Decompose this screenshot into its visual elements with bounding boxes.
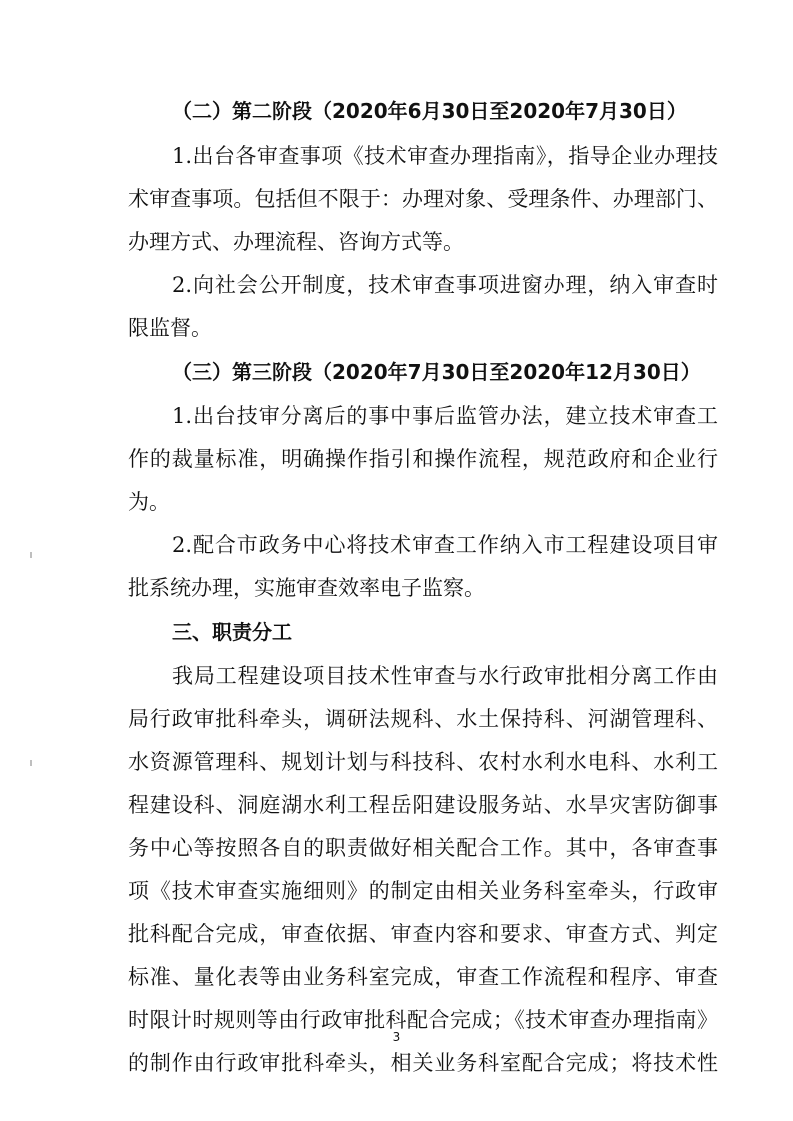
page-number: 3	[392, 1030, 401, 1044]
paragraph-line: 项《技术审查实施细则》的制定由相关业务科室牵头，行政审	[128, 879, 718, 903]
paragraph-line: 时限计时规则等由行政审批科配合完成；《技术审查办理指南》	[128, 1008, 718, 1032]
scan-mark	[30, 760, 32, 766]
paragraph-line: 1.出台技审分离后的事中事后监管办法，建立技术审查工	[172, 404, 718, 428]
paragraph-line: 为。	[128, 490, 170, 514]
paragraph-line: 2.配合市政务中心将技术审查工作纳入市工程建设项目审	[172, 533, 718, 557]
paragraph-line: 2.向社会公开制度，技术审查事项进窗办理，纳入审查时	[172, 273, 718, 297]
paragraph-line: 水资源管理科、规划计划与科技科、农村水利水电科、水利工	[128, 750, 718, 774]
paragraph-line: 1.出台各审查事项《技术审查办理指南》，指导企业办理技	[172, 144, 718, 168]
paragraph-line: 局行政审批科牵头，调研法规科、水土保持科、河湖管理科、	[128, 707, 718, 731]
paragraph-line: 务中心等按照各自的职责做好相关配合工作。其中，各审查事	[128, 836, 718, 860]
section-heading: （二）第二阶段（2020年6月30日至2020年7月30日）	[172, 99, 687, 123]
paragraph-line: 程建设科、洞庭湖水利工程岳阳建设服务站、水旱灾害防御事	[128, 793, 718, 817]
paragraph-line: 办理方式、办理流程、咨询方式等。	[128, 230, 464, 254]
section-heading: （三）第三阶段（2020年7月30日至2020年12月30日）	[172, 360, 701, 384]
paragraph-line: 术审查事项。包括但不限于：办理对象、受理条件、办理部门、	[128, 187, 718, 211]
paragraph-line: 的制作由行政审批科牵头，相关业务科室配合完成；将技术性	[128, 1051, 718, 1075]
paragraph-line: 限监督。	[128, 316, 212, 340]
paragraph-line: 批科配合完成，审查依据、审查内容和要求、审查方式、判定	[128, 922, 718, 946]
scan-mark	[30, 552, 32, 558]
paragraph-line: 作的裁量标准，明确操作指引和操作流程，规范政府和企业行	[128, 447, 718, 471]
section-heading: 三、职责分工	[172, 620, 292, 644]
paragraph-line: 批系统办理，实施审查效率电子监察。	[128, 576, 485, 600]
paragraph-line: 标准、量化表等由业务科室完成，审查工作流程和程序、审查	[128, 965, 718, 989]
paragraph-line: 我局工程建设项目技术性审查与水行政审批相分离工作由	[172, 664, 718, 688]
